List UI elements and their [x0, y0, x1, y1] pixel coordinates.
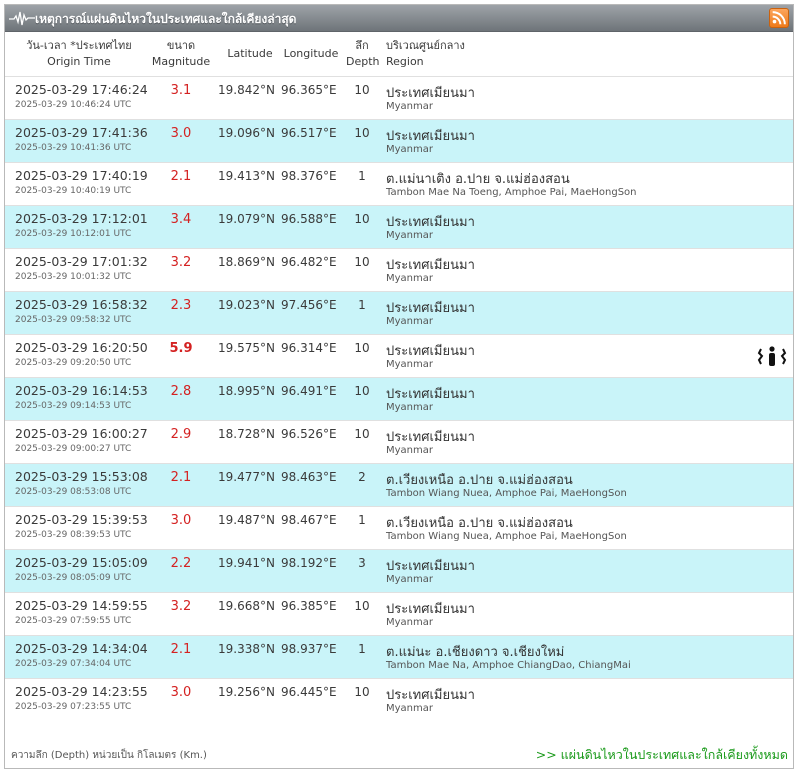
origin-time-local: 2025-03-29 17:12:01 [15, 211, 148, 226]
depth-value: 1 [358, 169, 366, 183]
region-english: Myanmar [386, 316, 433, 327]
longitude-value: 98.192°E [281, 556, 337, 570]
panel-title: เหตุการณ์แผ่นดินไหวในประเทศและใกล้เคียงล่าสุด [35, 12, 297, 26]
depth-value: 3 [358, 556, 366, 570]
latitude-value: 18.995°N [218, 384, 275, 398]
magnitude-value: 3.2 [170, 599, 192, 614]
depth-value: 10 [354, 83, 370, 97]
latitude-value: 19.487°N [218, 513, 275, 527]
region-link-thai[interactable]: ต.เวียงเหนือ อ.ปาย จ.แม่ฮ่องสอน [386, 473, 573, 488]
origin-time-utc: 2025-03-29 10:46:24 UTC [15, 100, 132, 110]
people-felt-icon[interactable] [757, 345, 787, 367]
origin-time-utc: 2025-03-29 09:00:27 UTC [15, 444, 132, 454]
latitude-value: 19.023°N [218, 298, 275, 312]
region-link-thai[interactable]: ประเทศเมียนมา [386, 430, 475, 445]
latitude-value: 19.413°N [218, 169, 275, 183]
region-link-thai[interactable]: ประเทศเมียนมา [386, 301, 475, 316]
region-link-thai[interactable]: ประเทศเมียนมา [386, 688, 475, 703]
longitude-value: 98.463°E [281, 470, 337, 484]
origin-time-local: 2025-03-29 14:34:04 [15, 641, 148, 656]
region-link-thai[interactable]: ต.แม่นาเติง อ.ปาย จ.แม่ฮ่องสอน [386, 172, 570, 187]
longitude-value: 96.588°E [281, 212, 337, 226]
region-link-thai[interactable]: ประเทศเมียนมา [386, 344, 475, 359]
region-link-thai[interactable]: ประเทศเมียนมา [386, 559, 475, 574]
region-link-thai[interactable]: ต.เวียงเหนือ อ.ปาย จ.แม่ฮ่องสอน [386, 516, 573, 531]
region-english: Myanmar [386, 273, 433, 284]
region-english: Tambon Mae Na, Amphoe ChiangDao, ChiangMai [386, 660, 631, 671]
header-region: บริเวณศูนย์กลาง Region [386, 39, 465, 68]
latitude-value: 19.338°N [218, 642, 275, 656]
table-row[interactable] [5, 635, 793, 678]
header-magnitude: ขนาด Magnitude [151, 39, 211, 68]
region-link-thai[interactable]: ประเทศเมียนมา [386, 387, 475, 402]
origin-time-local: 2025-03-29 17:41:36 [15, 125, 148, 140]
table-row[interactable] [5, 334, 793, 377]
depth-value: 2 [358, 470, 366, 484]
table-row[interactable] [5, 162, 793, 205]
header-longitude: Longitude [283, 47, 339, 60]
depth-value: 10 [354, 255, 370, 269]
latitude-value: 19.256°N [218, 685, 275, 699]
depth-value: 1 [358, 513, 366, 527]
region-link-thai[interactable]: ประเทศเมียนมา [386, 129, 475, 144]
latitude-value: 19.079°N [218, 212, 275, 226]
header-latitude: Latitude [227, 47, 273, 60]
origin-time-utc: 2025-03-29 09:20:50 UTC [15, 358, 132, 368]
region-english: Myanmar [386, 359, 433, 370]
region-link-thai[interactable]: ต.แม่นะ อ.เชียงดาว จ.เชียงใหม่ [386, 645, 565, 660]
origin-time-local: 2025-03-29 17:01:32 [15, 254, 148, 269]
magnitude-value: 2.1 [170, 470, 192, 485]
seismograph-wave-icon [9, 10, 35, 26]
depth-unit-note: ความลึก (Depth) หน่วยเป็น กิโลเมตร (Km.) [11, 750, 207, 761]
table-row[interactable] [5, 420, 793, 463]
region-english: Myanmar [386, 703, 433, 714]
region-english: Myanmar [386, 144, 433, 155]
origin-time-utc: 2025-03-29 07:59:55 UTC [15, 616, 132, 626]
magnitude-value: 2.2 [170, 556, 192, 571]
earthquake-table-body [5, 76, 793, 721]
magnitude-value: 2.9 [170, 427, 192, 442]
region-link-thai[interactable]: ประเทศเมียนมา [386, 602, 475, 617]
table-row[interactable] [5, 463, 793, 506]
origin-time-utc: 2025-03-29 10:40:19 UTC [15, 186, 132, 196]
magnitude-value: 2.1 [170, 642, 192, 657]
longitude-value: 96.365°E [281, 83, 337, 97]
all-earthquakes-link[interactable]: >> แผ่นดินไหวในประเทศและใกล้เคียงทั้งหมด [535, 747, 788, 762]
longitude-value: 96.385°E [281, 599, 337, 613]
region-english: Myanmar [386, 101, 433, 112]
magnitude-value: 2.8 [170, 384, 192, 399]
depth-value: 1 [358, 642, 366, 656]
earthquake-panel [4, 4, 794, 769]
depth-value: 10 [354, 427, 370, 441]
panel-footer [5, 740, 793, 768]
origin-time-local: 2025-03-29 15:05:09 [15, 555, 148, 570]
table-row[interactable] [5, 76, 793, 119]
latitude-value: 19.477°N [218, 470, 275, 484]
depth-value: 10 [354, 212, 370, 226]
longitude-value: 98.376°E [281, 169, 337, 183]
table-header [5, 32, 793, 76]
depth-value: 10 [354, 599, 370, 613]
depth-value: 1 [358, 298, 366, 312]
origin-time-local: 2025-03-29 14:23:55 [15, 684, 148, 699]
origin-time-utc: 2025-03-29 09:58:32 UTC [15, 315, 132, 325]
origin-time-local: 2025-03-29 16:58:32 [15, 297, 148, 312]
rss-feed-icon[interactable] [769, 8, 789, 28]
panel-titlebar [5, 5, 793, 32]
depth-value: 10 [354, 341, 370, 355]
origin-time-local: 2025-03-29 15:53:08 [15, 469, 148, 484]
region-english: Myanmar [386, 617, 433, 628]
longitude-value: 96.517°E [281, 126, 337, 140]
magnitude-value: 3.2 [170, 255, 192, 270]
origin-time-local: 2025-03-29 17:46:24 [15, 82, 148, 97]
latitude-value: 19.842°N [218, 83, 275, 97]
origin-time-utc: 2025-03-29 08:05:09 UTC [15, 573, 132, 583]
region-english: Myanmar [386, 230, 433, 241]
origin-time-utc: 2025-03-29 09:14:53 UTC [15, 401, 132, 411]
header-depth: ลึก Depth [346, 39, 380, 68]
latitude-value: 19.575°N [218, 341, 275, 355]
origin-time-local: 2025-03-29 17:40:19 [15, 168, 148, 183]
magnitude-value: 5.9 [169, 341, 193, 356]
region-english: Tambon Wiang Nuea, Amphoe Pai, MaeHongSon [386, 531, 627, 542]
origin-time-local: 2025-03-29 16:20:50 [15, 340, 148, 355]
longitude-value: 96.491°E [281, 384, 337, 398]
longitude-value: 96.482°E [281, 255, 337, 269]
table-row[interactable] [5, 291, 793, 334]
origin-time-utc: 2025-03-29 08:39:53 UTC [15, 530, 132, 540]
magnitude-value: 2.3 [170, 298, 192, 313]
longitude-value: 96.526°E [281, 427, 337, 441]
longitude-value: 96.445°E [281, 685, 337, 699]
latitude-value: 19.096°N [218, 126, 275, 140]
origin-time-utc: 2025-03-29 08:53:08 UTC [15, 487, 132, 497]
origin-time-local: 2025-03-29 15:39:53 [15, 512, 148, 527]
longitude-value: 98.467°E [281, 513, 337, 527]
magnitude-value: 3.4 [170, 212, 192, 227]
origin-time-utc: 2025-03-29 07:34:04 UTC [15, 659, 132, 669]
region-link-thai[interactable]: ประเทศเมียนมา [386, 258, 475, 273]
table-row[interactable] [5, 678, 793, 721]
magnitude-value: 3.0 [170, 685, 192, 700]
magnitude-value: 3.1 [170, 83, 192, 98]
latitude-value: 18.869°N [218, 255, 275, 269]
table-row[interactable] [5, 205, 793, 248]
region-english: Myanmar [386, 445, 433, 456]
region-link-thai[interactable]: ประเทศเมียนมา [386, 215, 475, 230]
region-english: Myanmar [386, 574, 433, 585]
table-row[interactable] [5, 549, 793, 592]
table-row[interactable] [5, 592, 793, 635]
origin-time-utc: 2025-03-29 10:41:36 UTC [15, 143, 132, 153]
origin-time-utc: 2025-03-29 10:12:01 UTC [15, 229, 132, 239]
table-row[interactable] [5, 248, 793, 291]
region-english: Myanmar [386, 402, 433, 413]
magnitude-value: 2.1 [170, 169, 192, 184]
table-row[interactable] [5, 119, 793, 162]
latitude-value: 19.941°N [218, 556, 275, 570]
table-row[interactable] [5, 377, 793, 420]
depth-value: 10 [354, 384, 370, 398]
region-link-thai[interactable]: ประเทศเมียนมา [386, 86, 475, 101]
longitude-value: 96.314°E [281, 341, 337, 355]
depth-value: 10 [354, 126, 370, 140]
longitude-value: 98.937°E [281, 642, 337, 656]
table-row[interactable] [5, 506, 793, 549]
magnitude-value: 3.0 [170, 126, 192, 141]
longitude-value: 97.456°E [281, 298, 337, 312]
region-english: Tambon Wiang Nuea, Amphoe Pai, MaeHongSon [386, 488, 627, 499]
latitude-value: 18.728°N [218, 427, 275, 441]
depth-value: 10 [354, 685, 370, 699]
origin-time-local: 2025-03-29 14:59:55 [15, 598, 148, 613]
magnitude-value: 3.0 [170, 513, 192, 528]
origin-time-local: 2025-03-29 16:00:27 [15, 426, 148, 441]
origin-time-utc: 2025-03-29 07:23:55 UTC [15, 702, 132, 712]
header-origin-time: วัน-เวลา *ประเทศไทย Origin Time [26, 39, 132, 68]
origin-time-utc: 2025-03-29 10:01:32 UTC [15, 272, 132, 282]
region-english: Tambon Mae Na Toeng, Amphoe Pai, MaeHongSon [386, 187, 637, 198]
origin-time-local: 2025-03-29 16:14:53 [15, 383, 148, 398]
latitude-value: 19.668°N [218, 599, 275, 613]
